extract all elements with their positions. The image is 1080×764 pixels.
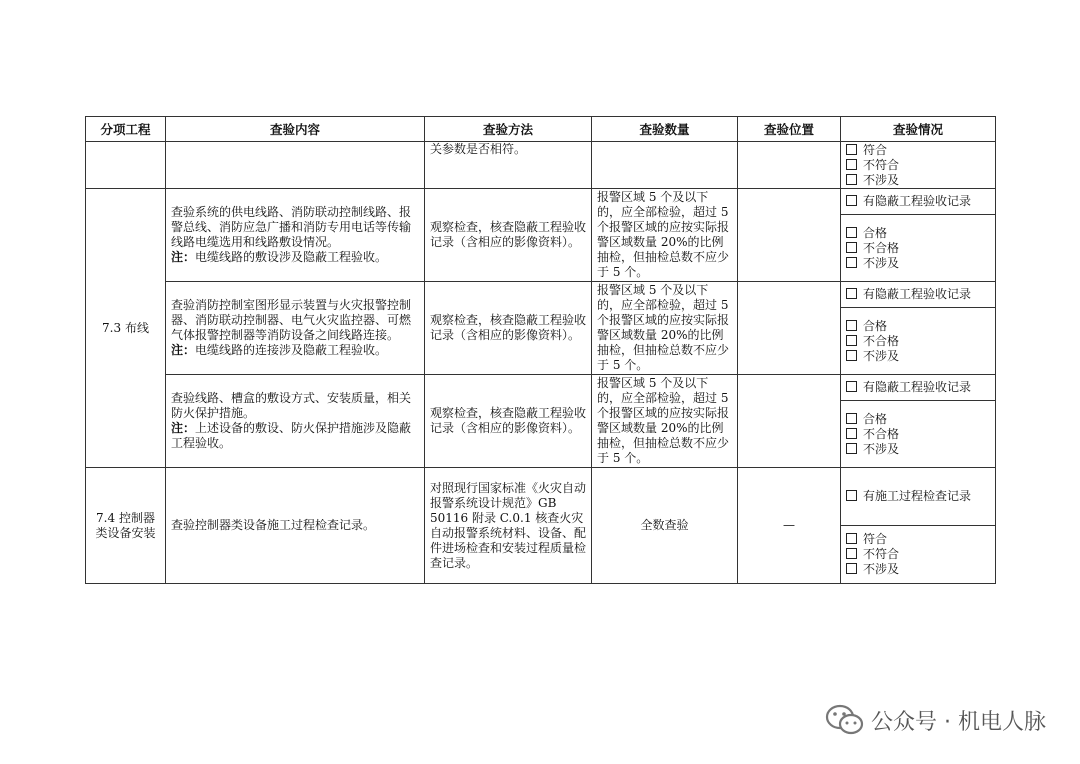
checkbox-icon[interactable] (846, 350, 857, 361)
header-method: 查验方法 (425, 117, 592, 142)
checkbox-icon[interactable] (846, 548, 857, 559)
checkbox-icon[interactable] (846, 174, 857, 185)
header-subproject: 分项工程 (86, 117, 166, 142)
checkbox-icon[interactable] (846, 195, 857, 206)
section-name-7-4: 7.4 控制器类设备安装 (86, 468, 166, 584)
status-options: 合格 不合格 不涉及 (841, 308, 996, 375)
record-check[interactable]: 有隐蔽工程验收记录 (841, 375, 996, 401)
record-check[interactable]: 有施工过程检查记录 (841, 468, 996, 526)
method-cell: 观察检查，核查隐蔽工程验收记录（含相应的影像资料）。 (425, 282, 592, 375)
table-row (86, 189, 996, 215)
checkbox-icon[interactable] (846, 381, 857, 392)
header-quantity: 查验数量 (592, 117, 738, 142)
quantity-cell: 全数查验 (592, 468, 738, 584)
checkbox-icon[interactable] (846, 413, 857, 424)
checkbox-icon[interactable] (846, 257, 857, 268)
inspection-table (85, 116, 996, 584)
checkbox-icon[interactable] (846, 144, 857, 155)
content-cell: 查验线路、槽盒的敷设方式、安装质量，相关防火保护措施。 注：上述设备的敷设、防火保护措施涉及隐蔽工程验收。 (166, 375, 425, 468)
record-check[interactable]: 有隐蔽工程验收记录 (841, 282, 996, 308)
method-cell: 观察检查，核查隐蔽工程验收记录（含相应的影像资料）。 (425, 375, 592, 468)
status-options: 合格 不合格 不涉及 (841, 401, 996, 468)
checkbox-icon[interactable] (846, 227, 857, 238)
table-row (86, 142, 996, 189)
checkbox-icon[interactable] (846, 443, 857, 454)
method-cell: 关参数是否相符。 (425, 142, 592, 189)
section-name-7-3: 7.3 布线 (86, 189, 166, 468)
checkbox-icon[interactable] (846, 490, 857, 501)
table-row (86, 375, 996, 401)
position-cell (738, 189, 841, 282)
checkbox-icon[interactable] (846, 563, 857, 574)
checkbox-icon[interactable] (846, 335, 857, 346)
table-row (86, 468, 996, 526)
header-row (86, 117, 996, 142)
wechat-icon (825, 703, 865, 737)
header-content: 查验内容 (166, 117, 425, 142)
quantity-cell: 报警区域 5 个及以下的，应全部检验，超过 5 个报警区域的应按实际报警区域数量 20%的比例抽检，但抽检总数不应少于 5 个。 (592, 282, 738, 375)
header-position: 查验位置 (738, 117, 841, 142)
method-cell: 观察检查，核查隐蔽工程验收记录（含相应的影像资料）。 (425, 189, 592, 282)
status-options: 符合 不符合 不涉及 (841, 142, 996, 189)
content-cell: 查验系统的供电线路、消防联动控制线路、报警总线、消防应急广播和消防专用电话等传输线路电缆选用和线路敷设情况。 注：电缆线路的敷设涉及隐蔽工程验收。 (166, 189, 425, 282)
checkbox-icon[interactable] (846, 242, 857, 253)
status-options: 符合 不符合 不涉及 (841, 526, 996, 584)
header-status: 查验情况 (841, 117, 996, 142)
status-options: 合格 不合格 不涉及 (841, 215, 996, 282)
checkbox-icon[interactable] (846, 159, 857, 170)
position-cell: — (738, 468, 841, 584)
watermark-text: 公众号 · 机电人脉 (871, 709, 1046, 735)
method-cell: 对照现行国家标准《火灾自动报警系统设计规范》GB 50116 附录 C.0.1 核查火灾自动报警系统材料、设备、配件进场检查和安装过程质量检查记录。 (425, 468, 592, 584)
content-cell: 查验控制器类设备施工过程检查记录。 (166, 468, 425, 584)
content-cell: 查验消防控制室图形显示装置与火灾报警控制器、消防联动控制器、电气火灾监控器、可燃气体报警控制器等消防设备之间线路连接。 注：电缆线路的连接涉及隐蔽工程验收。 (166, 282, 425, 375)
checkbox-icon[interactable] (846, 533, 857, 544)
checkbox-icon[interactable] (846, 428, 857, 439)
position-cell (738, 375, 841, 468)
table-row (86, 282, 996, 308)
quantity-cell: 报警区域 5 个及以下的，应全部检验，超过 5 个报警区域的应按实际报警区域数量 20%的比例抽检，但抽检总数不应少于 5 个。 (592, 375, 738, 468)
quantity-cell: 报警区域 5 个及以下的，应全部检验，超过 5 个报警区域的应按实际报警区域数量 20%的比例抽检，但抽检总数不应少于 5 个。 (592, 189, 738, 282)
checkbox-icon[interactable] (846, 288, 857, 299)
watermark (825, 703, 1046, 737)
checkbox-icon[interactable] (846, 320, 857, 331)
record-check[interactable]: 有隐蔽工程验收记录 (841, 189, 996, 215)
position-cell (738, 282, 841, 375)
